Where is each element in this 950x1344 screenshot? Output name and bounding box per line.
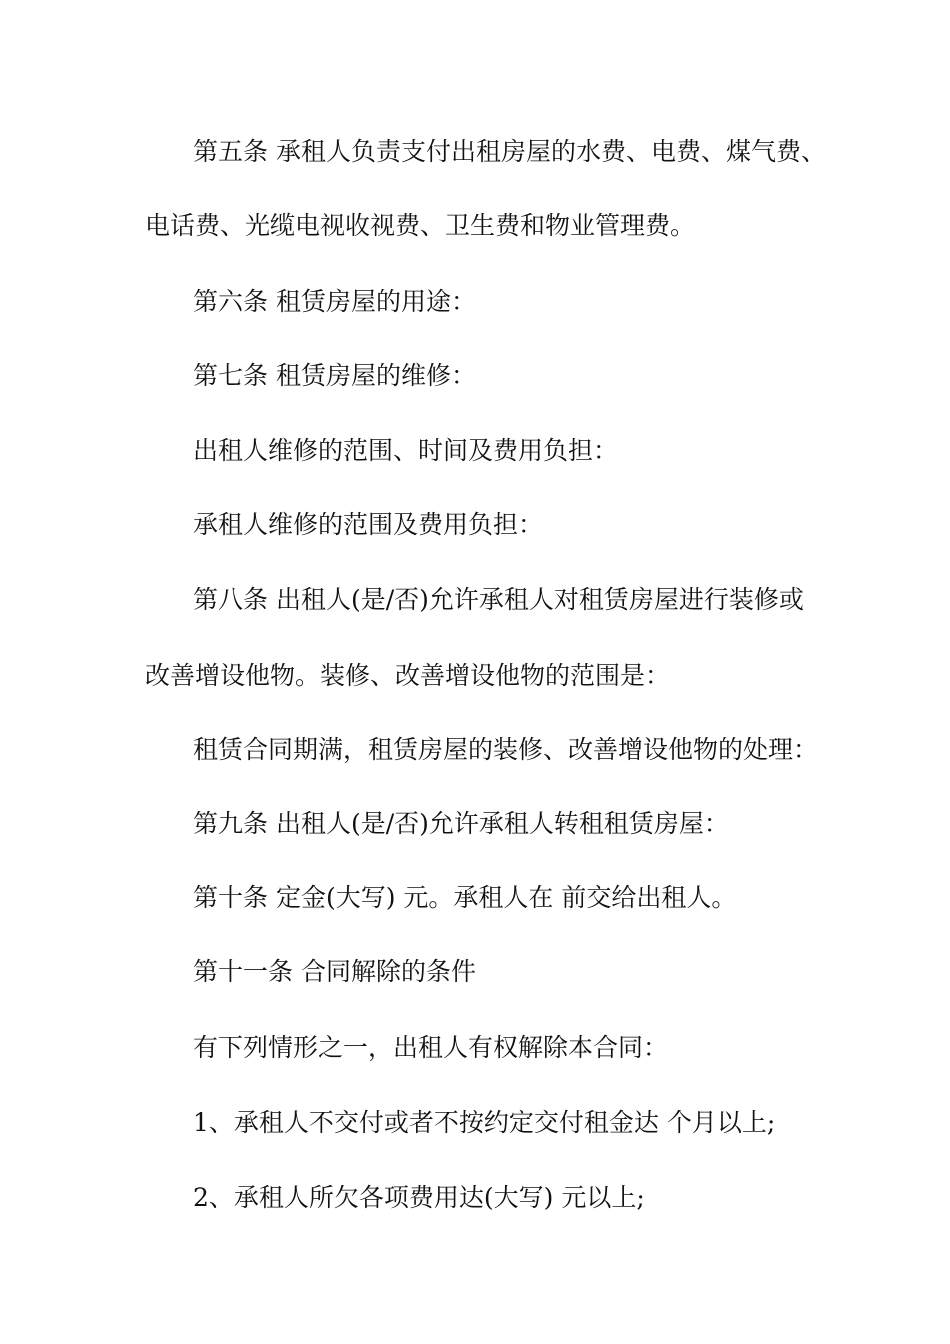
paragraph-line: 第十一条 合同解除的条件 — [193, 957, 476, 986]
paragraph-line: 出租人维修的范围、时间及费用负担： — [193, 436, 619, 465]
paragraph-line: 第九条 出租人(是/否)允许承租人转租租赁房屋： — [193, 809, 729, 838]
paragraph-line: 第五条 承租人负责支付出租房屋的水费、电费、煤气费、 — [193, 137, 826, 166]
paragraph-line: 有下列情形之一，出租人有权解除本合同： — [193, 1033, 669, 1062]
paragraph-line: 租赁合同期满，租赁房屋的装修、改善增设他物的处理： — [193, 735, 819, 764]
paragraph-line: 改善增设他物。装修、改善增设他物的范围是： — [145, 661, 671, 690]
paragraph-line: 电话费、光缆电视收视费、卫生费和物业管理费。 — [145, 211, 696, 240]
paragraph-line: 第八条 出租人(是/否)允许承租人对租赁房屋进行装修或 — [193, 585, 804, 614]
list-item: 2、承租人所欠各项费用达(大写) 元以上; — [193, 1183, 645, 1212]
paragraph-line: 第十条 定金(大写) 元。承租人在 前交给出租人。 — [193, 883, 737, 912]
list-item: 1、承租人不交付或者不按约定交付租金达 个月以上; — [193, 1108, 776, 1137]
paragraph-line: 第七条 租赁房屋的维修： — [193, 361, 476, 390]
paragraph-line: 承租人维修的范围及费用负担： — [193, 510, 544, 539]
paragraph-line: 第六条 租赁房屋的用途： — [193, 287, 476, 316]
